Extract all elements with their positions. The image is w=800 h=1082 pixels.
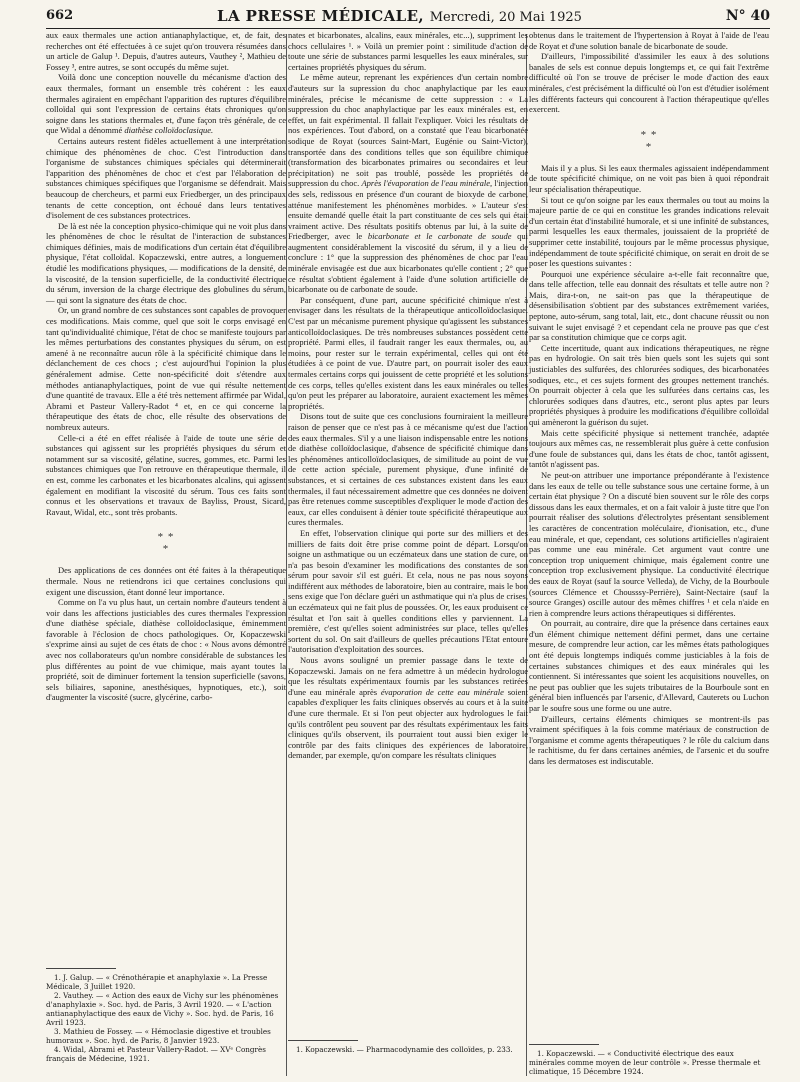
paragraph: Certains auteurs restent fidèles actuellement à une interprétation chimique des phénomènes de choc. C'est l'introduction dans l'organisme de substances chimiques spéciales qui déterminerait l'apparition des phénomènes de choc et c'est par l'élaboration de substances chimiques spécifiques que l'organisme se défendrait. Mais beaucoup de chercheurs, et parmi eux Friedberger, un des principaux tenants de cette conception, ont échoué dans leurs tentatives d'isolement de ces substances protectrices. [46, 135, 286, 221]
section-separator: * * * [157, 531, 175, 556]
journal-title [217, 7, 582, 25]
paragraph: Pourquoi une expérience séculaire a-t-elle fait reconnaître que, dans telle affection, telle eau donnait des résultats et telle autre non ? Mais, dira-t-on, ne sait-on pas que la thérapeutique de désensibilisation s'obtient par des substances extrêmement variées, peptone, auto-sérum, sang total, lait, etc., dont chacune réussit ou non suivant le sujet envisagé ? et cependant cela ne prouve pas que c'est par sa constitution chimique que ce corps agit. [529, 268, 769, 343]
footnote-rule [46, 968, 116, 969]
paragraph: Par conséquent, d'une part, aucune spécificité chimique n'est à envisager dans les résultats de la thérapeutique anticolloïdoclasique. C'est par un mécanisme purement physique qu'agissent les substances anticolloïdoclasiques. De très nombreuses substances possèdent cette propriété. Parmi elles, il faudrait ranger les eaux thermales, ou, au moins, pour rester sur le terrain expérimental, celles qui ont été étudiées à ce point de vue. D'autre part, on pourrait isoler des eaux termales certains corps qui jouissent de cette propriété et les solutions de ces corps, telles qu'elles existent dans les eaux minérales ou telles qu'on peut les préparer au laboratoire, auraient exactement les mêmes propriétés. [288, 294, 528, 411]
paragraph [288, 72, 528, 294]
section-separator: * * * [640, 128, 658, 153]
paragraph: De là est née la conception physico-chimique qui ne voit plus dans les phénomènes de choc le résultat de l'interaction de substances chimiques définies, mais de modifications d'un certain état d'équilibre physique, l'état colloïdal. Kopaczewski, entre autres, a longuement étudié les modifications physiques, — modifications de la densité, de la viscosité, de la tension superficielle, de la conductivité électrique du sérum, inversion de la charge électrique des globulines du sérum, — qui sont la signature des états de choc. [46, 220, 286, 305]
footnote-rule [529, 1044, 599, 1045]
footnote: 1. Kopaczewski. — « Conductivité électrique des eaux minérales comme moyen de leur contrôle ». Presse thermale et climatique, 15 Décembre 1924. [529, 1049, 761, 1076]
paragraph [288, 655, 528, 761]
page-header [46, 3, 770, 29]
paragraph-text: Le même auteur, reprenant les expériences d'un certain nombre d'auteurs sur la supression du choc anaphylactique par les eaux minérales, précise le mécanisme de cette suppression : « La suppression du choc anaphylactique par les eaux minérales est, en effet, un fait expérimental. Il fallait l'expliquer. Voici les résultats de nos expériences. Tout d'abord, on a constaté que l'eau bicarbonatée sodique de Royat (sources Saint-Mart, Eugénie ou Saint-Victor), transportée dans des conditions telles que son équilibre chimique (transformation des bicarbonates primaires ou secondaires et leur précipitation) ne soit pas troublé, possède les propriétés de suppression du choc. [288, 72, 528, 189]
footnote: 4. Widal, Abrami et Pasteur Vallery-Radot. — XVᵉ Congrès français de Médecine, 1921. [46, 1045, 266, 1063]
paragraph: Ne peut-on attribuer une importance prépondérante à l'existence dans les eaux de telle ou telle substance sous une certaine forme, à un certain état physique ? On a discuté bien souvent sur le rôle des corps dissous dans les eaux thermales, et on a fait valoir à juste titre que l'on pourrait réaliser des solutions d'électrolytes présentant sensiblement les caractères de concentration moléculaire, d'ionisation, etc., d'une eau minérale, et que, cependant, ces solutions artificielles n'agiraient pas comme une eau minérale. Cet argument vaut contre une conception trop uniquement chimique, mais également contre une conception trop exclusivement physique. La conductivité électrique des eaux de Royat (sauf la source Velleda), de Vichy, de la Bourboule (sources Clémence et Chousssy-Perrière), Saint-Nectaire (sauf la source Granges) oscille autour des mêmes chiffres ¹ et cela n'aide en rien à comprendre leurs actions thérapeutiques si différentes. [529, 469, 769, 618]
paragraph: Mais cette spécificité physique si nettement tranchée, adaptée toujours aux mêmes cas, ne ressemblerait plus guère à cette confusion d'une foule de substances qui, dans les états de choc, tantôt agissent, tantôt n'agissent pas. [529, 427, 769, 470]
footnote: 1. Kopaczewski. — Pharmacodynamie des colloïdes, p. 233. [296, 1045, 513, 1054]
paragraph: Celle-ci a été en effet réalisée à l'aide de toute une série de substances qui agissent sur les propriétés physiques du sérum et notamment sur sa viscosité, gélatine, sucres, gommes, etc. Parmi les substances chimiques que l'on retrouve en thérapeutique thermale, il en est, comme les carbonates et les bicarbonates alcalins, qui agissent également en modifiant la viscosité du sérum. Tous ces faits sont connus et les observations et travaux de Bayliss, Proust, Sicard, Ravaut, Widal, etc., sont très probants. [46, 432, 286, 517]
paragraph: Des applications de ces données ont été faites à la thérapeutique thermale. Nous ne retiendrons ici que certaines conclusions qui exigent une discussion, étant donné leur importance. [46, 565, 286, 597]
paragraph: nates et bicarbonates, alcalins, eaux minérales, etc...), suppriment les chocs cellulaires ¹. » Voilà un premier point : similitude d'action de toute une série de substances parmi lesquelles les eaux minérales, sur certaines propriétés physiques du sérum. [288, 30, 528, 72]
emphasis-text: bicarbonate et le carbonate de soude [367, 231, 512, 242]
paragraph: Si tout ce qu'on soigne par les eaux thermales ou tout au moins la majeure partie de ce qui en constitue les grandes indications relevait d'un certain état d'instabilité humorale, et si une infinité de substances, parmi lesquelles les eaux thermales, jouissaient de la propriété de supprimer cette instabilité, toujours par le même processus physique, indépendamment de toute spécificité chimique, on serait en droit de se poser les questions suivantes : [529, 194, 769, 269]
paragraph: D'ailleurs, l'impossibilité d'assimiler les eaux à des solutions banales de sels est connue depuis longtemps et, ce qui fait l'extrême difficulté où l'on se trouve de préciser le mode d'action des eaux minérales, c'est précisément la difficulté où l'on est d'étudier isolément les différents facteurs qui concourent à l'action thérapeutique qu'elles exercent. [529, 51, 770, 115]
footnote: 1. J. Galup. — « Crénothérapie et anaphylaxie ». La Presse Médicale, 3 Juillet 1920. [46, 973, 268, 991]
paragraph: Comme on l'a vu plus haut, un certain nombre d'auteurs tendent à voir dans les affections justiciables des cures thermales l'expression d'une diathèse spéciale, diathèse colloïdoclasique, éminemment favorable à l'éclosion de chocs pathologiques. Or, Kopaczewski s'exprime ainsi au sujet de ces états de choc : « Nous avons démontré avec nos collaborateurs qu'un nombre considérable de substances les plus différentes au point de vue chimique, mais ayant toutes la propriété, soit de diminuer fortement la tension superficielle (savons, sels biliaires, saponine, anesthésiques, hypnotiques, etc.), soit d'augmenter la viscosité (sucre, glycérine, carbo- [46, 597, 286, 703]
paragraph: Disons tout de suite que ces conclusions fourniraient la meilleure raison de penser que ce n'est pas à ce mécanisme qu'est due l'action des eaux thermales. S'il y a une liaison indispensable entre les notions de diathèse colloïdoclasique, d'absence de spécificité chimique dans les phénomènes anticolloïdoclasiques, de similitude au point de vue de cette action spéciale, purement physique, d'une infinité de substances, et si certaines de ces substances existent dans les eaux thermales, il faut nécessairement admettre que ces données ne doivent pas être retenues comme susceptibles d'expliquer le mode d'action des eaux, car elles conduisent à dénier toute spécificité thérapeutique aux cures thermales. [288, 411, 528, 528]
paragraph: aux eaux thermales une action antianaphylactique, et, de fait, des recherches ont été effectuées à ce sujet qu'on trouvera résumées dans un article de Galup ¹. Depuis, d'autres auteurs, Vauthey ², Mathieu de Fossey ³, entre autres, se sont occupés du même sujet. [46, 30, 286, 72]
footnote: 2. Vauthey. — « Action des eaux de Vichy sur les phénomènes d'anaphylaxie ». Soc. hyd. de Paris, 3 Avril 1920. — « L'action antianaphylactique des eaux de Vichy ». Soc. hyd. de Paris, 16 Avril 1923. [46, 991, 279, 1027]
paragraph: D'ailleurs, certains éléments chimiques se montrent-ils pas vraiment spécifiques à la fois comme matériaux de construction de l'organisme et comme agents thérapeutiques ? le rôle du calcium dans le rachitisme, du fer dans certaines anémies, de l'arsenic et du soufre dans les dermatoses est indiscutable. [529, 713, 769, 766]
column-middle [288, 30, 528, 761]
paragraph-text: Voilà donc une conception nouvelle du mécanisme d'action des eaux thermales, formant un ensemble très cohérent : les eaux thermales agiraient en empêchant l'apparition des ruptures d'équilibre colloïdal qui sont l'expression de certains états chroniques qu'on soigne dans les stations thermales et, d'une façon très générale, de ce que Widal a dénommé [46, 72, 286, 136]
footnotes-right [529, 1034, 769, 1076]
emphasis-text: Après l'évaporation de l'eau minérale, [361, 178, 493, 189]
paragraph: Or, un grand nombre de ces substances sont capables de provoquer ces modifications. Mais comme, quel que soit le corps envisagé en tant qu'individualité chimique, l'état de choc se manifeste toujours par les mêmes perturbations des constantes physiques du sérum, on est amené à ne reconnaître aucun rôle à la spécificité chimique dans le déclanchement de ces chocs ; c'est aujourd'hui l'opinion la plus généralement admise. Cette non-spécificité doit s'étendre aux méthodes antianaphylactiques, point de vue qui résulte nettement d'une quantité de travaux. Elle a été très nettement affirmée par Widal, Abrami et Pasteur Vallery-Radot ⁴ et, en ce qui concerne la thérapeutique des états de choc, elle résulte des observations de nombreux auteurs. [46, 305, 286, 432]
column-divider [286, 34, 287, 1076]
paragraph-text: l'injection des sels, redissous en présence d'un courant de bioxyde de carbone, atténue manifestement les phénomènes morbides. » L'auteur s'est ensuite demandé quelle était la part constituante de ces sels qui était vraiment active. Des résultats positifs obtenus par lui, à la suite de Friedberger, avec le [288, 178, 529, 242]
paragraph-text: soient capables d'expliquer les faits cliniques observés au cours et à la suite d'une cure thermale. Et si l'on peut objecter aux hydrologues le fait qu'ils contrôlent peu souvent par des résultats expérimentaux les faits cliniques qu'ils observent, ils pourraient tout aussi bien exiger le contrôle par des faits cliniques des expériences de laboratoire, demander, par exemple, qu'on compare les résultats cliniques [288, 686, 528, 761]
paragraph [46, 72, 286, 136]
issue-number: N° 40 [725, 7, 770, 24]
paragraph: Cette incertitude, quant aux indications thérapeutiques, ne règne pas en hydrologie. On sait très bien quels sont les sujets qui sont justiciables des sulfurées, des chlorurées sodiques, des bicarbonatées sodiques, etc., et ces sujets forment des groupes nettement tranchés. On pourrait objecter à cela que les sulfurées dans certains cas, les chlorurées sodiques dans d'autres, etc., seront plus aptes par leurs propriétés physiques à produire les modifications d'équilibre colloïdal qui amèneront la guérison du sujet. [529, 342, 769, 427]
paragraph: Mais il y a plus. Si les eaux thermales agissaient indépendamment de toute spécificité chimique, on ne voit pas bien à quoi répondrait leur spécialisation thérapeutique. [529, 162, 769, 194]
paragraph-text: Nous avons souligné un premier passage dans le texte de Kopaczewski. Jamais on ne fera admettre à un médecin hydrologue que les résultats expérimentaux fournis par les substances retirées d'une eau minérale après [288, 655, 528, 697]
column-left [46, 30, 286, 703]
page-number: 662 [46, 8, 74, 23]
emphasis-text: évaporation de cette eau minérale [380, 686, 504, 697]
journal-name: LA PRESSE MÉDICALE, [217, 6, 425, 25]
paragraph: obtenus dans le traitement de l'hypertension à Royat à l'aide de l'eau de Royat et d'une solution banale de bicarbonate de soude. [529, 30, 769, 51]
paragraph: En effet, l'observation clinique qui porte sur des milliers et des milliers de faits doit être prise comme point de départ. Lorsqu'on soigne un asthmatique ou un eczémateux dans une station de cure, on n'a pas besoin d'examiner les modifications des constantes de son sérum pour savoir s'il est guéri. Et cela, nous ne pas nous soyons indifférent aux méthodes de laboratoire, bien au contraire, mais le bon sens exige que l'on déclare guéri un asthmatique qui n'a plus de crises, un eczémateux qui ne fait plus de poussées. Or, les eaux produisent ce résultat et l'on sait à quelles conditions elles y parviennent. La première, c'est qu'elles soient administrées sur place, telles qu'elles sortent du sol. On sait d'ailleurs de quelles précautions l'Etat entoure l'autorisation d'exploitation des sources. [288, 527, 528, 655]
footnotes-left [46, 958, 286, 1063]
emphasis-text: diathèse colloïdoclasique. [124, 125, 214, 136]
footnotes-middle [288, 1030, 528, 1054]
column-right [529, 30, 769, 767]
paragraph: On pourrait, au contraire, dire que la présence dans certaines eaux d'un élément chimique nettement défini permet, dans une certaine mesure, de comprendre leur action, car les mêmes états pathologiques ont été depuis longtemps indiqués comme justiciables à la fois de certaines substances chimiques et des eaux minérales qui les contiennent. Si intéressantes que soient les acquisitions nouvelles, on ne peut pas oublier que les sujets tributaires de la Bourboule sont en général bien influencés par l'arsenic, d'Allevard, Cauterets ou Luchon par le soufre sous une forme ou une autre. [529, 618, 769, 714]
footnote-rule [288, 1040, 358, 1041]
issue-date: Mercredi, 20 Mai 1925 [429, 9, 582, 25]
paragraph-text: qui augmentent considérablement la viscosité du sérum, il y a lieu de conclure : 1° que la suppression des phénomènes de choc par l'eau minérale envisagée est due aux bicarbonates qu'elle contient ; 2° que ce résultat s'obtient également à l'aide d'une solution artificielle de bicarbonate ou de carbonate de soude. [288, 231, 528, 295]
footnote: 3. Mathieu de Fossey. — « Hémoclasie digestive et troubles humoraux ». Soc. hyd. de Paris, 8 Janvier 1923. [46, 1027, 271, 1045]
